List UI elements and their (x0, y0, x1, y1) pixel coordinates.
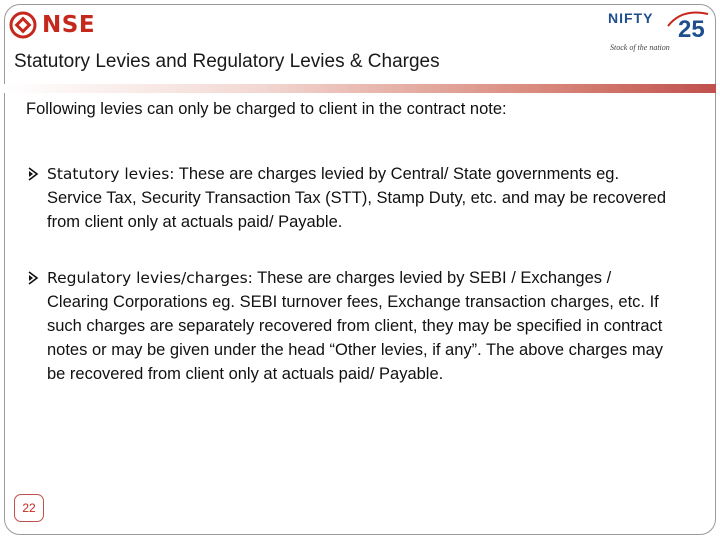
bullet-text: These are charges levied by SEBI / Exchanges / Clearing Corporations eg. SEBI turnover fees, Exchange transaction charges, etc. If such charges are separately recovered from client, they may be specified in contract notes or may be given under the head “Other levies, if any”. The above charges may be recovered from client only at actuals paid/ Payable. (47, 269, 664, 383)
bullet-statutory-levies (26, 162, 676, 234)
nse-logo-text: NSE (42, 12, 96, 38)
page-number: 22 (14, 494, 44, 522)
intro-text: Following levies can only be charged to client in the contract note: (26, 100, 507, 118)
bullet-text: These are charges levied by Central/ State governments eg. Service Tax, Security Transaction Tax (STT), Stamp Duty, etc. and may be recovered from client only at actuals paid/ Payable. (47, 165, 666, 231)
nifty-25-emblem-icon (662, 6, 716, 46)
nifty-number: 25 (678, 16, 705, 43)
bullet-regulatory-levies (26, 266, 676, 386)
nse-logo (8, 10, 95, 40)
slide-title: Statutory Levies and Regulatory Levies & Charges (14, 51, 440, 72)
arrow-bullet-icon (26, 162, 40, 186)
nifty-logo-text: NIFTY (608, 10, 654, 26)
bullet-term: Statutory levies: (47, 165, 175, 183)
nifty-logo (606, 6, 716, 54)
nifty-tagline: Stock of the nation (610, 43, 670, 52)
bullet-term: Regulatory levies/charges: (47, 269, 253, 287)
title-divider (4, 84, 716, 93)
nse-emblem-icon (8, 10, 38, 40)
arrow-bullet-icon (26, 266, 40, 290)
